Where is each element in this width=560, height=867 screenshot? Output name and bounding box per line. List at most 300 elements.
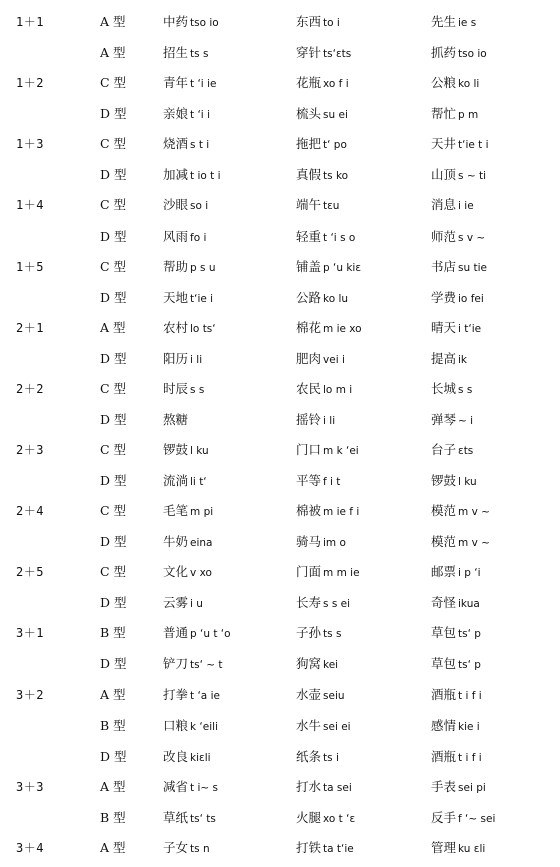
example-3 <box>431 43 487 64</box>
example-1 <box>163 104 210 125</box>
phonetic-transcription: t io t i <box>190 170 221 182</box>
phonetic-transcription: tso io <box>190 17 219 29</box>
example-1 <box>163 654 223 675</box>
sandhi-type: C 型 <box>100 442 127 457</box>
tone-combination: 1＋2 <box>16 76 44 90</box>
example-1 <box>163 165 221 186</box>
phonetic-transcription: im o <box>323 537 346 549</box>
phonetic-transcription: s s <box>190 384 205 396</box>
example-word: 平等 <box>296 473 322 488</box>
phonetic-transcription: sei ei <box>323 721 351 733</box>
example-2 <box>296 134 347 155</box>
phonetic-transcription: s v ~ <box>458 232 486 244</box>
example-word: 天井 <box>431 136 457 151</box>
phonetic-transcription: xo t ‘ɛ <box>323 813 356 825</box>
table-row <box>0 43 560 63</box>
example-word: 打铁 <box>296 840 322 855</box>
example-3 <box>431 227 485 248</box>
example-2 <box>296 288 348 309</box>
example-2 <box>296 777 352 798</box>
example-word: 减省 <box>163 779 189 794</box>
phonetic-transcription: m v ~ <box>458 506 490 518</box>
example-2 <box>296 654 338 675</box>
example-1 <box>163 195 208 216</box>
example-word: 中药 <box>163 14 189 29</box>
example-2 <box>296 532 346 553</box>
example-3 <box>431 838 485 859</box>
sandhi-type: C 型 <box>100 503 127 518</box>
example-word: 模范 <box>431 503 457 518</box>
example-word: 打水 <box>296 779 322 794</box>
phonetic-transcription: p s u <box>190 262 216 274</box>
example-word: 真假 <box>296 167 322 182</box>
table-row <box>0 288 560 308</box>
example-2 <box>296 104 348 125</box>
example-1 <box>163 532 212 553</box>
example-3 <box>431 410 473 431</box>
phonetic-transcription: f i t <box>323 476 341 488</box>
example-word: 抓药 <box>431 45 457 60</box>
phonetic-transcription: xo f i <box>323 78 349 90</box>
example-3 <box>431 747 482 768</box>
table-row <box>0 808 560 828</box>
example-2 <box>296 43 351 64</box>
phonetic-transcription: ts‘ɛts <box>323 48 352 60</box>
example-2 <box>296 716 351 737</box>
example-word: 时辰 <box>163 381 189 396</box>
example-2 <box>296 593 350 614</box>
example-word: 普通 <box>163 625 189 640</box>
phonetic-transcription: t‘ie i <box>190 293 214 305</box>
example-1 <box>163 134 209 155</box>
phonetic-transcription: ko lu <box>323 293 349 305</box>
phonetic-transcription: s ~ ti <box>458 170 486 182</box>
sandhi-type: D 型 <box>100 534 127 549</box>
example-1 <box>163 410 190 431</box>
example-1 <box>163 471 207 492</box>
example-word: 子女 <box>163 840 189 855</box>
example-word: 文化 <box>163 564 189 579</box>
table-row <box>0 471 560 491</box>
example-1 <box>163 12 219 33</box>
phonetic-transcription: t‘ po <box>323 139 347 151</box>
example-word: 拖把 <box>296 136 322 151</box>
phonetic-transcription: ta sei <box>323 782 352 794</box>
sandhi-type: B 型 <box>100 810 126 825</box>
phonetic-transcription: i ie <box>458 200 474 212</box>
phonetic-transcription: s t i <box>190 139 210 151</box>
table-row <box>0 165 560 185</box>
example-word: 加减 <box>163 167 189 182</box>
example-word: 农村 <box>163 320 189 335</box>
example-3 <box>431 318 481 339</box>
example-3 <box>431 685 482 706</box>
example-word: 邮票 <box>431 564 457 579</box>
phonetic-transcription: ts s <box>190 48 209 60</box>
sandhi-type: D 型 <box>100 473 127 488</box>
example-word: 棉被 <box>296 503 322 518</box>
sandhi-type: A 型 <box>100 779 126 794</box>
example-1 <box>163 318 216 339</box>
example-word: 毛笔 <box>163 503 189 518</box>
table-row <box>0 379 560 399</box>
example-word: 牛奶 <box>163 534 189 549</box>
example-2 <box>296 562 360 583</box>
example-3 <box>431 808 495 829</box>
example-3 <box>431 471 477 492</box>
phonetic-transcription: ts‘ p <box>458 659 481 671</box>
example-3 <box>431 165 486 186</box>
example-word: 沙眼 <box>163 197 189 212</box>
sandhi-type: C 型 <box>100 136 127 151</box>
table-row <box>0 532 560 552</box>
example-word: 花瓶 <box>296 75 322 90</box>
example-2 <box>296 73 349 94</box>
example-1 <box>163 440 209 461</box>
example-3 <box>431 716 480 737</box>
phonetic-transcription: ts ko <box>323 170 349 182</box>
example-word: 先生 <box>431 14 457 29</box>
example-word: 轻重 <box>296 229 322 244</box>
phonetic-transcription: ts‘ ~ t <box>190 659 223 671</box>
phonetic-transcription: ts i <box>323 752 339 764</box>
example-2 <box>296 12 340 33</box>
table-row <box>0 318 560 338</box>
example-word: 草纸 <box>163 810 189 825</box>
phonetic-transcription: i t‘ie <box>458 323 482 335</box>
sandhi-type: D 型 <box>100 290 127 305</box>
example-word: 消息 <box>431 197 457 212</box>
example-word: 酒瓶 <box>431 749 457 764</box>
sandhi-type: A 型 <box>100 840 126 855</box>
example-1 <box>163 379 204 400</box>
example-3 <box>431 654 481 675</box>
example-word: 烧酒 <box>163 136 189 151</box>
example-word: 阳历 <box>163 351 189 366</box>
example-2 <box>296 685 345 706</box>
example-word: 弹琴 <box>431 412 457 427</box>
sandhi-type: A 型 <box>100 320 126 335</box>
example-word: 流淌 <box>163 473 189 488</box>
sandhi-type: D 型 <box>100 595 127 610</box>
table-row <box>0 440 560 460</box>
example-2 <box>296 440 359 461</box>
example-word: 纸条 <box>296 749 322 764</box>
tone-combination: 2＋3 <box>16 443 44 457</box>
phonetic-transcription: su ei <box>323 109 348 121</box>
phonetic-transcription: m v ~ <box>458 537 490 549</box>
example-word: 长寿 <box>296 595 322 610</box>
example-word: 奇怪 <box>431 595 457 610</box>
example-word: 模范 <box>431 534 457 549</box>
table-row <box>0 747 560 767</box>
phonetic-transcription: p m <box>458 109 479 121</box>
phonetic-transcription: t ‘a ie <box>190 690 220 702</box>
table-row <box>0 104 560 124</box>
phonetic-transcription: i li <box>323 415 336 427</box>
tone-combination: 3＋4 <box>16 841 44 855</box>
phonetic-transcription: i p ‘i <box>458 567 481 579</box>
example-1 <box>163 623 231 644</box>
phonetic-transcription: t i~ s <box>190 782 218 794</box>
example-word: 公路 <box>296 290 322 305</box>
tone-combination: 1＋3 <box>16 137 44 151</box>
example-word: 亲娘 <box>163 106 189 121</box>
phonetic-transcription: ɛts <box>458 445 474 457</box>
tone-combination: 2＋2 <box>16 382 44 396</box>
example-3 <box>431 501 490 522</box>
phonetic-transcription: t i f i <box>458 752 482 764</box>
example-3 <box>431 349 467 370</box>
sandhi-type: D 型 <box>100 106 127 121</box>
phonetic-transcription: ta t‘ie <box>323 843 354 855</box>
example-word: 口粮 <box>163 718 189 733</box>
table-row <box>0 593 560 613</box>
phonetic-transcription: ikua <box>458 598 480 610</box>
example-2 <box>296 410 335 431</box>
phonetic-transcription: t‘ie t i <box>458 139 489 151</box>
phonetic-transcription: l ku <box>190 445 209 457</box>
phonetic-transcription: su tie <box>458 262 487 274</box>
example-3 <box>431 134 489 155</box>
example-word: 帮忙 <box>431 106 457 121</box>
example-word: 门面 <box>296 564 322 579</box>
example-word: 风雨 <box>163 229 189 244</box>
example-1 <box>163 593 203 614</box>
example-word: 书店 <box>431 259 457 274</box>
example-word: 棉花 <box>296 320 322 335</box>
example-1 <box>163 838 210 859</box>
example-word: 提高 <box>431 351 457 366</box>
table-row <box>0 349 560 369</box>
sandhi-type: A 型 <box>100 14 126 29</box>
example-1 <box>163 685 220 706</box>
example-3 <box>431 379 472 400</box>
example-1 <box>163 227 206 248</box>
phonetic-transcription: eina <box>190 537 213 549</box>
phonetic-transcription: s s ei <box>323 598 351 610</box>
example-word: 东西 <box>296 14 322 29</box>
phonetic-transcription: ts s <box>323 628 342 640</box>
example-word: 反手 <box>431 810 457 825</box>
example-word: 草包 <box>431 656 457 671</box>
example-2 <box>296 195 339 216</box>
example-3 <box>431 440 473 461</box>
example-word: 公粮 <box>431 75 457 90</box>
phonetic-transcription: m m ie <box>323 567 360 579</box>
phonetic-transcription: so i <box>190 200 209 212</box>
example-word: 摇铃 <box>296 412 322 427</box>
example-3 <box>431 593 480 614</box>
phonetic-transcription: i u <box>190 598 203 610</box>
example-word: 门口 <box>296 442 322 457</box>
tone-combination: 1＋1 <box>16 15 44 29</box>
example-3 <box>431 777 486 798</box>
phonetic-transcription: lo ts‘ <box>190 323 216 335</box>
phonetic-transcription: f ‘~ sei <box>458 813 496 825</box>
example-word: 穿针 <box>296 45 322 60</box>
tone-combination: 2＋1 <box>16 321 44 335</box>
example-2 <box>296 349 345 370</box>
example-word: 水壶 <box>296 687 322 702</box>
phonetic-transcription: io fei <box>458 293 484 305</box>
phonetic-transcription: m k ‘ei <box>323 445 359 457</box>
example-1 <box>163 777 218 798</box>
tone-combination: 2＋4 <box>16 504 44 518</box>
example-1 <box>163 501 213 522</box>
sandhi-type: A 型 <box>100 687 126 702</box>
example-word: 火腿 <box>296 810 322 825</box>
tone-combination: 3＋2 <box>16 688 44 702</box>
phonetic-transcription: ku ɛli <box>458 843 486 855</box>
example-word: 子孙 <box>296 625 322 640</box>
phonetic-transcription: fo i <box>190 232 207 244</box>
example-3 <box>431 532 490 553</box>
phonetic-transcription: ~ i <box>458 415 474 427</box>
phonetic-transcription: to i <box>323 17 340 29</box>
table-row <box>0 227 560 247</box>
table-row <box>0 777 560 797</box>
example-2 <box>296 165 348 186</box>
example-word: 肥肉 <box>296 351 322 366</box>
example-1 <box>163 562 212 583</box>
example-word: 梳头 <box>296 106 322 121</box>
phonetic-transcription: kei <box>323 659 339 671</box>
example-word: 铺盖 <box>296 259 322 274</box>
example-word: 农民 <box>296 381 322 396</box>
example-3 <box>431 288 484 309</box>
tone-combination: 3＋3 <box>16 780 44 794</box>
example-2 <box>296 838 354 859</box>
table-row <box>0 562 560 582</box>
example-word: 酒瓶 <box>431 687 457 702</box>
phonetic-transcription: l ku <box>458 476 477 488</box>
example-word: 招生 <box>163 45 189 60</box>
table-row <box>0 716 560 736</box>
example-3 <box>431 104 478 125</box>
tone-combination: 3＋1 <box>16 626 44 640</box>
example-word: 学费 <box>431 290 457 305</box>
table-row <box>0 73 560 93</box>
example-word: 青年 <box>163 75 189 90</box>
sandhi-type: D 型 <box>100 167 127 182</box>
example-2 <box>296 501 359 522</box>
phonetic-transcription: li t‘ <box>190 476 207 488</box>
example-word: 感情 <box>431 718 457 733</box>
sandhi-type: D 型 <box>100 749 127 764</box>
example-2 <box>296 227 355 248</box>
sandhi-type: B 型 <box>100 718 126 733</box>
phonetic-transcription: kie i <box>458 721 480 733</box>
phonetic-transcription: ie s <box>458 17 477 29</box>
sandhi-type: C 型 <box>100 259 127 274</box>
example-word: 端午 <box>296 197 322 212</box>
table-row <box>0 410 560 430</box>
example-2 <box>296 808 355 829</box>
phonetic-transcription: k ‘eili <box>190 721 218 733</box>
example-word: 锣鼓 <box>431 473 457 488</box>
example-word: 山顶 <box>431 167 457 182</box>
sandhi-type: D 型 <box>100 412 127 427</box>
example-word: 骑马 <box>296 534 322 549</box>
table-row <box>0 134 560 154</box>
phonetic-transcription: v xo <box>190 567 212 579</box>
table-row <box>0 623 560 643</box>
phonetic-transcription: vei i <box>323 354 345 366</box>
example-1 <box>163 288 213 309</box>
phonetic-transcription: p ‘u t ‘o <box>190 628 231 640</box>
example-word: 熬糖 <box>163 412 189 427</box>
table-row <box>0 654 560 674</box>
example-2 <box>296 379 352 400</box>
phonetic-transcription: i li <box>190 354 203 366</box>
phonetic-transcription: t ‘i s o <box>323 232 356 244</box>
example-3 <box>431 257 487 278</box>
example-word: 打拳 <box>163 687 189 702</box>
sandhi-type: A 型 <box>100 45 126 60</box>
example-2 <box>296 623 341 644</box>
example-1 <box>163 747 211 768</box>
example-word: 师范 <box>431 229 457 244</box>
example-2 <box>296 318 362 339</box>
example-3 <box>431 623 481 644</box>
example-word: 台子 <box>431 442 457 457</box>
example-word: 天地 <box>163 290 189 305</box>
example-2 <box>296 471 340 492</box>
example-1 <box>163 43 208 64</box>
phonetic-transcription: tɛu <box>323 200 340 212</box>
sandhi-type: C 型 <box>100 197 127 212</box>
example-1 <box>163 349 202 370</box>
sandhi-type: C 型 <box>100 75 127 90</box>
example-3 <box>431 195 474 216</box>
sandhi-type: B 型 <box>100 625 126 640</box>
tone-combination: 1＋4 <box>16 198 44 212</box>
example-3 <box>431 562 481 583</box>
example-3 <box>431 73 479 94</box>
example-1 <box>163 808 216 829</box>
tone-combination: 1＋5 <box>16 260 44 274</box>
sandhi-type: D 型 <box>100 229 127 244</box>
example-1 <box>163 257 215 278</box>
phonetic-transcription: ko li <box>458 78 480 90</box>
phonetic-transcription: ts n <box>190 843 210 855</box>
example-word: 草包 <box>431 625 457 640</box>
phonetic-transcription: seiu <box>323 690 345 702</box>
example-word: 改良 <box>163 749 189 764</box>
table-row <box>0 12 560 32</box>
sandhi-type: D 型 <box>100 351 127 366</box>
example-word: 晴天 <box>431 320 457 335</box>
example-1 <box>163 716 218 737</box>
sandhi-type: D 型 <box>100 656 127 671</box>
phonetic-transcription: m ie xo <box>323 323 362 335</box>
phonetic-transcription: t i f i <box>458 690 482 702</box>
phonetic-transcription: kiɛli <box>190 752 211 764</box>
phonetic-transcription: t ‘i i <box>190 109 210 121</box>
example-word: 手表 <box>431 779 457 794</box>
table-row <box>0 685 560 705</box>
example-1 <box>163 73 216 94</box>
example-word: 铲刀 <box>163 656 189 671</box>
example-2 <box>296 747 339 768</box>
tone-combination: 2＋5 <box>16 565 44 579</box>
example-word: 云雾 <box>163 595 189 610</box>
example-word: 狗窝 <box>296 656 322 671</box>
example-word: 水牛 <box>296 718 322 733</box>
phonetic-transcription: s s <box>458 384 473 396</box>
example-2 <box>296 257 361 278</box>
